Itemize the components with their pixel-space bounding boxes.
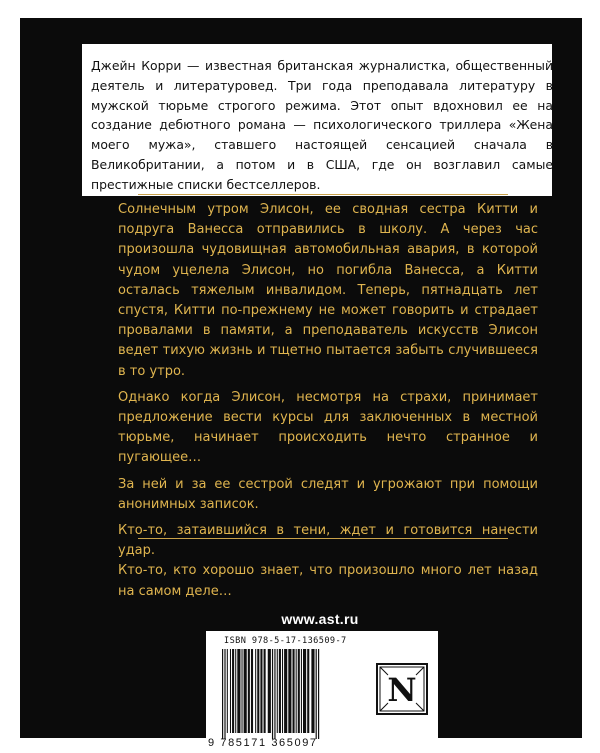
publisher-website[interactable]: www.ast.ru — [281, 611, 359, 627]
back-cover — [20, 18, 582, 749]
barcode-bar — [224, 649, 225, 739]
barcode-bar — [255, 649, 256, 733]
barcode-bar — [293, 649, 295, 733]
barcode-bar — [279, 649, 281, 733]
book-annotation — [118, 200, 538, 608]
annotation-paragraph-1: Солнечным утром Элисон, ее сводная сестра Китти и подруга Ванесса отправились в школу. А через час произошла чудовищная автомобильная авария, в которой чудом уцелела Элисон, но погибла Ванесса, а Китти осталась тяжелым инвалидом. Теперь, пятнадцать лет спустя, Китти по-прежнему не может говорить и страдает провалами в памяти, а преподаватель искусств Элисон ведет тихую жизнь и тщетно пытается забыть случившееся в то утро. — [118, 202, 538, 379]
barcode-panel — [206, 631, 438, 753]
top-divider — [138, 194, 508, 195]
barcode-bar — [298, 649, 300, 733]
barcode-bar — [272, 649, 273, 739]
ean-barcode — [218, 649, 368, 739]
barcode-bar — [242, 649, 243, 733]
barcode-bar — [282, 649, 283, 733]
logo-letter: N — [387, 671, 417, 709]
annotation-paragraph-3: За ней и за ее сестрой следят и угрожают при помощи анонимных записок. — [118, 476, 538, 512]
barcode-bar — [296, 649, 297, 733]
publisher-logo-icon — [376, 663, 428, 715]
barcode-bar — [318, 649, 319, 739]
author-bio-text: Джейн Корри — известная британская журналистка, общественный деятель и литературовед. Три года преподавала литературу в мужской тюрьме строгого режима. Этот опыт вдохновил ее на создание дебютного романа — психологического триллера «Жена моего мужа», ставшего настоящей сенсацией сначала в Великобритании, а потом и в США, где он возглавил самые престижные списки бестселлеров. — [91, 58, 553, 192]
barcode-bar — [288, 649, 291, 733]
barcode-bar — [301, 649, 302, 733]
annotation-paragraph-5: Кто-то, кто хорошо знает, что произошло много лет назад на самом деле… — [118, 563, 538, 599]
barcode-bar — [248, 649, 250, 733]
barcode-bar — [244, 649, 247, 733]
barcode-bar — [251, 649, 253, 733]
barcode-bar — [232, 649, 234, 733]
barcode-bar — [268, 649, 271, 733]
barcode-bar — [227, 649, 228, 733]
barcode-bar — [235, 649, 236, 733]
barcode-bar — [303, 649, 306, 733]
barcode-bar — [237, 649, 240, 733]
barcode-bar — [311, 649, 314, 733]
annotation-paragraph-4: Кто-то, затаившийся в тени, ждет и готовится нанести удар. — [118, 523, 538, 559]
barcode-bar — [230, 649, 231, 733]
barcode-bar — [284, 649, 287, 733]
barcode-bar — [307, 649, 309, 733]
isbn-label: ISBN 978-5-17-136509-7 — [224, 636, 347, 646]
barcode-bar — [277, 649, 278, 733]
barcode-digits: 9 785171 365097 — [208, 737, 318, 749]
annotation-paragraph-2: Однако когда Элисон, несмотря на страхи, принимает предложение вести курсы для заключенных в местной тюрьме, начинает происходить нечто странное и пугающее… — [118, 389, 538, 466]
barcode-bar — [274, 649, 275, 739]
author-bio-block — [82, 44, 552, 196]
barcode-bar — [316, 649, 317, 739]
barcode-bar — [257, 649, 259, 733]
barcode-bar — [260, 649, 262, 733]
barcode-bar — [264, 649, 266, 733]
bottom-divider — [138, 538, 508, 539]
barcode-bar — [222, 649, 223, 739]
